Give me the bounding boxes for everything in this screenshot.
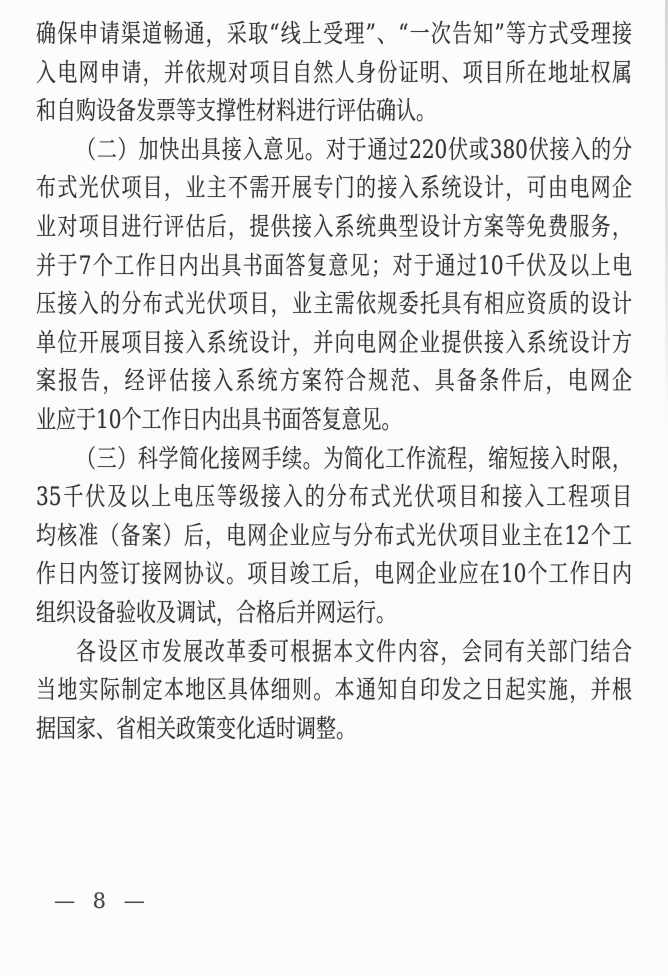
text-line: 布式光伏项目，业主不需开展专门的接入系统设计，可由电网企 xyxy=(36,173,632,203)
document-body-text xyxy=(36,15,632,748)
text-line: （三）科学简化接网手续。为简化工作流程，缩短接入时限， xyxy=(76,443,632,473)
text-line: 入电网申请，并依规对项目自然人身份证明、项目所在地址权属 xyxy=(36,57,632,87)
text-line: 压接入的分布式光伏项目，业主需依规委托具有相应资质的设计 xyxy=(36,289,632,319)
page-number-footer: — 8 — xyxy=(54,889,147,913)
text-line: 业对项目进行评估后，提供接入系统典型设计方案等免费服务， xyxy=(36,211,632,241)
text-line: 业应于10个工作日内出具书面答复意见。 xyxy=(36,404,402,434)
text-line: 当地实际制定本地区具体细则。本通知自印发之日起实施，并根 xyxy=(36,675,632,705)
text-line: 据国家、省相关政策变化适时调整。 xyxy=(36,713,357,743)
text-line: 并于7个工作日内出具书面答复意见；对于通过10千伏及以上电 xyxy=(36,250,632,280)
text-line: 各设区市发展改革委可根据本文件内容，会同有关部门结合 xyxy=(76,636,632,666)
text-line: 确保申请渠道畅通，采取“线上受理”、“一次告知”等方式受理接 xyxy=(36,19,632,48)
text-line: 组织设备验收及调试，合格后并网运行。 xyxy=(36,597,397,627)
text-line: （二）加快出具接入意见。对于通过220伏或380伏接入的分 xyxy=(76,134,632,164)
text-line: 案报告，经评估接入系统方案符合规范、具备条件后，电网企 xyxy=(36,366,632,396)
text-line: 单位开展项目接入系统设计，并向电网企业提供接入系统设计方 xyxy=(36,327,632,357)
text-line: 35千伏及以上电压等级接入的分布式光伏项目和接入工程项目 xyxy=(36,482,632,512)
text-line: 均核准（备案）后，电网企业应与分布式光伏项目业主在12个工 xyxy=(36,520,632,550)
text-line: 作日内签订接网协议。项目竣工后，电网企业应在10个工作日内 xyxy=(36,559,632,589)
text-line: 和自购设备发票等支撑性材料进行评估确认。 xyxy=(36,96,437,126)
